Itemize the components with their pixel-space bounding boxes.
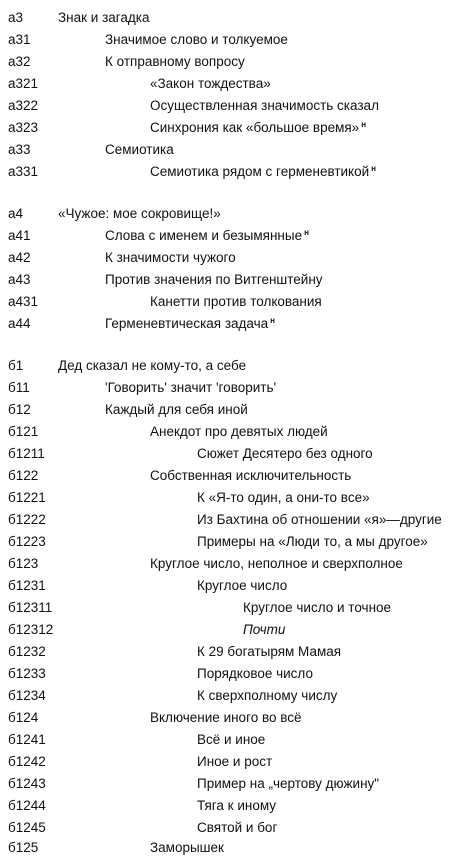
toc-row [0,838,469,855]
toc-row [0,30,469,50]
toc-title: Синхрония как «большое время» [150,120,360,135]
toc-code: б1 [8,358,24,373]
toc-code: а33 [8,142,31,157]
toc-row [0,356,469,376]
note-mark: н [270,315,276,325]
toc-row [0,488,469,508]
toc-row [0,226,469,246]
toc-code: а331 [8,164,39,179]
toc-title: Сюжет Десятеро без одного [197,446,373,461]
toc-code: а32 [8,54,31,69]
note-mark: н [304,227,309,237]
toc-title: Тяга к иному [197,798,277,813]
toc-title: Анекдот про девятых людей [150,424,328,439]
toc-code: б1245 [8,820,46,835]
toc-title: Иное и рост [197,754,273,769]
toc-title: К сверхполному числу [197,688,338,703]
toc-code: б12311 [8,600,53,615]
toc-row [0,118,469,138]
toc-row [0,642,469,662]
toc-row [0,400,469,420]
toc-title: Круглое число и точное [243,600,392,615]
note-mark: н [361,119,367,129]
toc-code: а322 [8,98,39,113]
toc-row [0,314,469,334]
toc-title: Всё и иное [197,732,266,747]
toc-title: Пример на „чертову дюжину" [197,776,380,791]
toc-row [0,752,469,772]
toc-title: Примеры на «Люди то, а мы другое» [197,534,428,549]
toc-code: а323 [8,120,39,135]
toc-code: б122 [8,468,39,483]
toc-title: Осуществленная значимость сказал [150,98,379,113]
toc-title-group [105,314,275,334]
toc-title: К отправному вопросу [105,54,245,69]
toc-code: б124 [8,710,39,725]
toc-title: Дед сказал не кому-то, а себе [58,358,247,373]
toc-row [0,686,469,706]
toc-row [0,576,469,596]
toc-title: Каждый для себя иной [105,402,248,417]
toc-title: К «Я-то один, а они-то все» [197,490,370,505]
toc-code: б1234 [8,688,46,703]
toc-code: б123 [8,556,39,571]
toc-title-group [105,226,309,246]
toc-code: б1231 [8,578,46,593]
toc-row [0,162,469,182]
toc-row [0,796,469,816]
toc-row [0,74,469,94]
toc-title: Против значения по Витгенштейну [105,272,323,287]
toc-code: б1233 [8,666,46,681]
toc-code: б1244 [8,798,46,813]
toc-code: а3 [8,10,24,25]
toc-code: а4 [8,206,24,221]
toc-title: «Закон тождества» [150,76,271,91]
toc-title: 'Говорить' значит 'говорить' [105,380,277,395]
toc-code: б1243 [8,776,46,791]
toc-title: Значимое слово и толкуемое [105,32,288,47]
toc-title: Герменевтическая задача [105,316,269,331]
toc-row [0,8,469,28]
toc-title: Знак и загадка [58,10,150,25]
toc-row [0,554,469,574]
toc-row [0,96,469,116]
toc-row [0,52,469,72]
toc-row [0,730,469,750]
toc-code: б121 [8,424,39,439]
toc-title: К 29 богатырям Мамая [197,644,342,659]
toc-code: а44 [8,316,31,331]
toc-title: Семиотика [105,142,174,157]
toc-code: а431 [8,294,39,309]
toc-row [0,444,469,464]
toc-code: б1221 [8,490,46,505]
toc-title: Круглое число, неполное и сверхполное [150,556,403,571]
toc-title: Слова с именем и безымянные [105,228,303,243]
toc-row [0,466,469,486]
toc-title: Почти [243,622,286,637]
toc-code: б11 [8,380,30,395]
toc-code: б1232 [8,644,46,659]
toc-code: а31 [8,32,31,47]
toc-row [0,510,469,530]
toc-row [0,620,469,640]
toc-row [0,292,469,312]
toc-title: Семиотика рядом с герменевтикой [150,164,370,179]
toc-title: Включение иного во всё [150,710,302,725]
toc-title: Святой и бог [197,820,278,835]
toc-code: б1242 [8,754,46,769]
toc-code: б12312 [8,622,54,637]
toc-title: К значимости чужого [105,250,236,265]
toc-code: б12 [8,402,31,417]
toc-row [0,270,469,290]
toc-title: Канетти против толкования [150,294,322,309]
toc-row [0,708,469,728]
toc-code: а41 [8,228,31,243]
toc-code: б1223 [8,534,46,549]
toc-title: Порядковое число [197,666,313,681]
toc-row [0,818,469,838]
toc-title-group [150,162,376,182]
toc-row [0,774,469,794]
toc-title-group [150,118,366,138]
note-mark: н [371,163,377,173]
toc-code: б125 [8,840,39,855]
toc-title: Круглое число [197,578,288,593]
toc-row [0,378,469,398]
toc-code: б1222 [8,512,46,527]
toc-row [0,422,469,442]
toc-code: а43 [8,272,31,287]
toc-row [0,204,469,224]
toc-row [0,532,469,552]
toc-row [0,598,469,618]
toc-row [0,248,469,268]
toc-code: а321 [8,76,39,91]
toc-title: «Чужое: мое сокровище!» [58,206,221,221]
toc-code: б1211 [8,446,45,461]
toc-title: Заморышек [150,840,224,855]
toc-row [0,664,469,684]
toc-code: б1241 [8,732,46,747]
toc-title: Собственная исключительность [150,468,352,483]
toc-row [0,140,469,160]
toc-title: Из Бахтина об отношении «я»—другие [197,512,442,527]
toc-code: а42 [8,250,31,265]
